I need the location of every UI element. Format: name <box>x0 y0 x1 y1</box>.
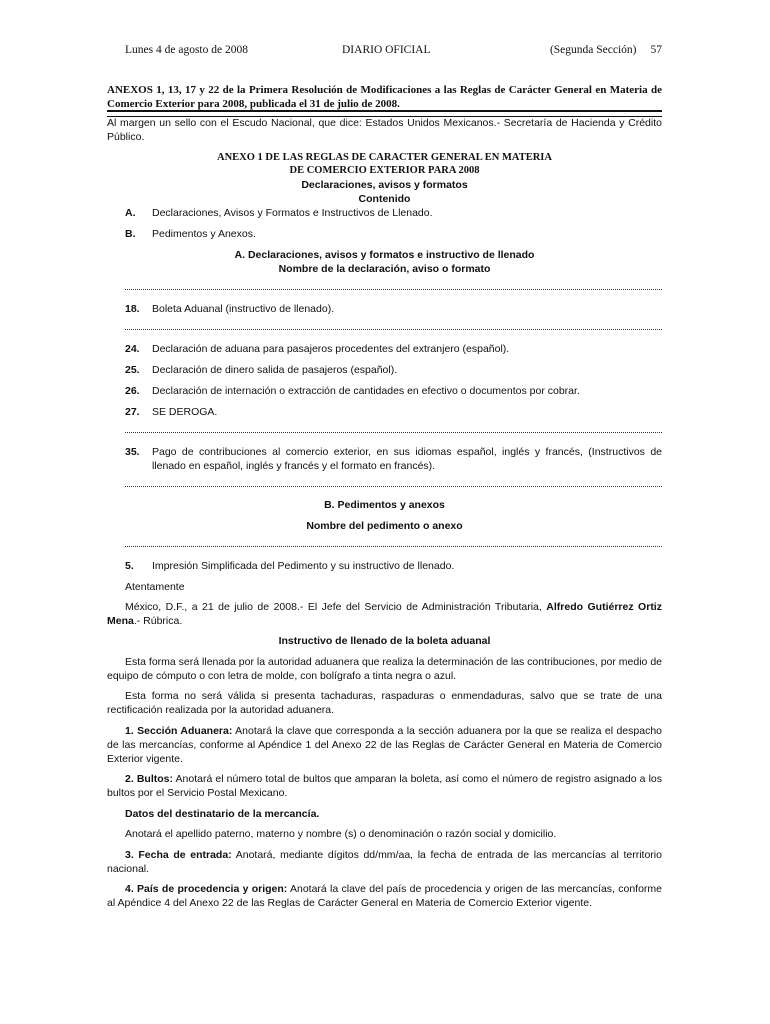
header-date: Lunes 4 de agosto de 2008 <box>125 44 248 56</box>
dotted-leader <box>125 321 662 330</box>
destinatario-text: Anotará el apellido paterno, materno y nombre (s) o denominación o razón social y domicilio. <box>125 828 557 840</box>
destinatario-heading: Datos del destinatario de la mercancía. <box>125 808 320 820</box>
item-number: 25. <box>125 364 140 376</box>
dotted-leader <box>125 424 662 433</box>
closing-signature <box>107 600 662 628</box>
field-text: Anotará el número total de bultos que amparan la boleta, así como el número de registro asignado a los bultos por el Servicio Postal Mexicano. <box>107 773 662 799</box>
item-text: Boleta Aduanal (instructivo de llenado). <box>152 303 335 315</box>
field-pais-procedencia <box>107 882 662 910</box>
contents-text: Declaraciones, Avisos y Formatos e Instructivos de Llenado. <box>152 207 433 219</box>
signature-rubrica: .- Rúbrica. <box>133 615 183 627</box>
signer-name: Alfredo Gutiérrez Ortiz Mena <box>107 601 662 627</box>
item-text: Declaración de internación o extracción de cantidades en efectivo o documentos por cobrar. <box>152 385 580 397</box>
item-text: SE DEROGA. <box>152 406 218 418</box>
annex-heading-line1: ANEXO 1 DE LAS REGLAS DE CARACTER GENERAL EN MATERIA <box>217 152 552 163</box>
item-number: 35. <box>125 446 140 458</box>
item-text: Impresión Simplificada del Pedimento y su instructivo de llenado. <box>152 560 455 572</box>
annex-heading-line3: Declaraciones, avisos y formatos <box>301 179 468 191</box>
header-page-number: 57 <box>650 44 662 56</box>
item-number: 27. <box>125 406 140 418</box>
contents-letter: A. <box>125 207 136 219</box>
field-seccion-aduanera <box>107 724 662 766</box>
contents-item <box>125 227 662 241</box>
list-item <box>125 342 662 356</box>
dotted-leader <box>125 538 662 547</box>
header-section-page <box>550 44 662 56</box>
item-text: Declaración de aduana para pasajeros procedentes del extranjero (español). <box>152 343 510 355</box>
item-number: 24. <box>125 343 140 355</box>
section-b-title: B. Pedimentos y anexos <box>324 499 445 511</box>
item-number: 18. <box>125 303 140 315</box>
list-item <box>125 445 662 473</box>
header-section: (Segunda Sección) <box>549 44 637 56</box>
field-label: 3. Fecha de entrada: <box>125 849 232 861</box>
annex-heading-contents: Contenido <box>358 193 411 205</box>
running-header <box>125 44 662 60</box>
contents-letter: B. <box>125 228 136 240</box>
contents-item <box>125 206 662 220</box>
dotted-leader <box>125 478 662 487</box>
item-text: Declaración de dinero salida de pasajeros (español). <box>152 364 398 376</box>
field-text: Anotará la clave que corresponda a la sección aduanera por la que se realiza el despacho de las mercancías, conforme al Apéndice 1 del Anexo 22 de las Reglas de Carácter General en Materia de Comercio Exterior vigente. <box>107 725 663 765</box>
field-label: 1. Sección Aduanera: <box>125 725 233 737</box>
dotted-leader <box>125 281 662 290</box>
list-item <box>125 405 662 419</box>
list-item <box>125 384 662 398</box>
header-publication: DIARIO OFICIAL <box>342 44 431 56</box>
list-item <box>125 363 662 377</box>
list-item <box>125 559 662 573</box>
field-text: Anotará la clave del país de procedencia y origen de las mercancías, conforme al Apéndice 4 del Anexo 22 de las Reglas de Carácter General en Materia de Comercio Exterior vigente. <box>107 883 662 909</box>
section-a-title: A. Declaraciones, avisos y formatos e instructivo de llenado <box>234 249 535 261</box>
section-a-subtitle: Nombre de la declaración, aviso o formato <box>278 263 491 275</box>
closing-atentamente: Atentamente <box>125 581 185 593</box>
field-label: 4. País de procedencia y origen: <box>125 883 288 895</box>
contents-text: Pedimentos y Anexos. <box>152 228 256 240</box>
item-text: Pago de contribuciones al comercio exterior, en sus idiomas español, inglés y francés, (Instructivos de llenado en español, inglés y francés y el formato en francés). <box>152 446 662 472</box>
list-item <box>125 302 662 316</box>
instructivo-title: Instructivo de llenado de la boleta aduanal <box>278 635 491 647</box>
item-number: 26. <box>125 385 140 397</box>
document-title: ANEXOS 1, 13, 17 y 22 de la Primera Resolución de Modificaciones a las Reglas de Carácter General en Materia de Comercio Exterior para 2008, publicada el 31 de julio de 2008. <box>107 84 662 110</box>
field-fecha-entrada <box>107 848 662 876</box>
item-number: 5. <box>125 560 134 572</box>
field-text: Anotará, mediante dígitos dd/mm/aa, la fecha de entrada de las mercancías al territorio nacional. <box>107 849 662 875</box>
annex-heading-line2: DE COMERCIO EXTERIOR PARA 2008 <box>289 165 480 176</box>
instructivo-paragraph: Esta forma no será válida si presenta tachaduras, raspaduras o enmendaduras, salvo que se trate de una rectificación realizada por la autoridad aduanera. <box>107 690 662 716</box>
instructivo-paragraph: Esta forma será llenada por la autoridad aduanera que realiza la determinación de las contribuciones, por medio de equipo de cómputo o con letra de molde, con bolígrafo a tinta negra o azul. <box>107 656 662 682</box>
margin-note: Al margen un sello con el Escudo Nacional, que dice: Estados Unidos Mexicanos.- Secretaría de Hacienda y Crédito Público. <box>107 117 662 143</box>
signature-date: México, D.F., a 21 de julio de 2008.- El Jefe del Servicio de Administración Tributaria, <box>125 601 542 613</box>
section-b-subtitle: Nombre del pedimento o anexo <box>306 520 463 532</box>
field-bultos <box>107 772 662 800</box>
field-label: 2. Bultos: <box>125 773 174 785</box>
